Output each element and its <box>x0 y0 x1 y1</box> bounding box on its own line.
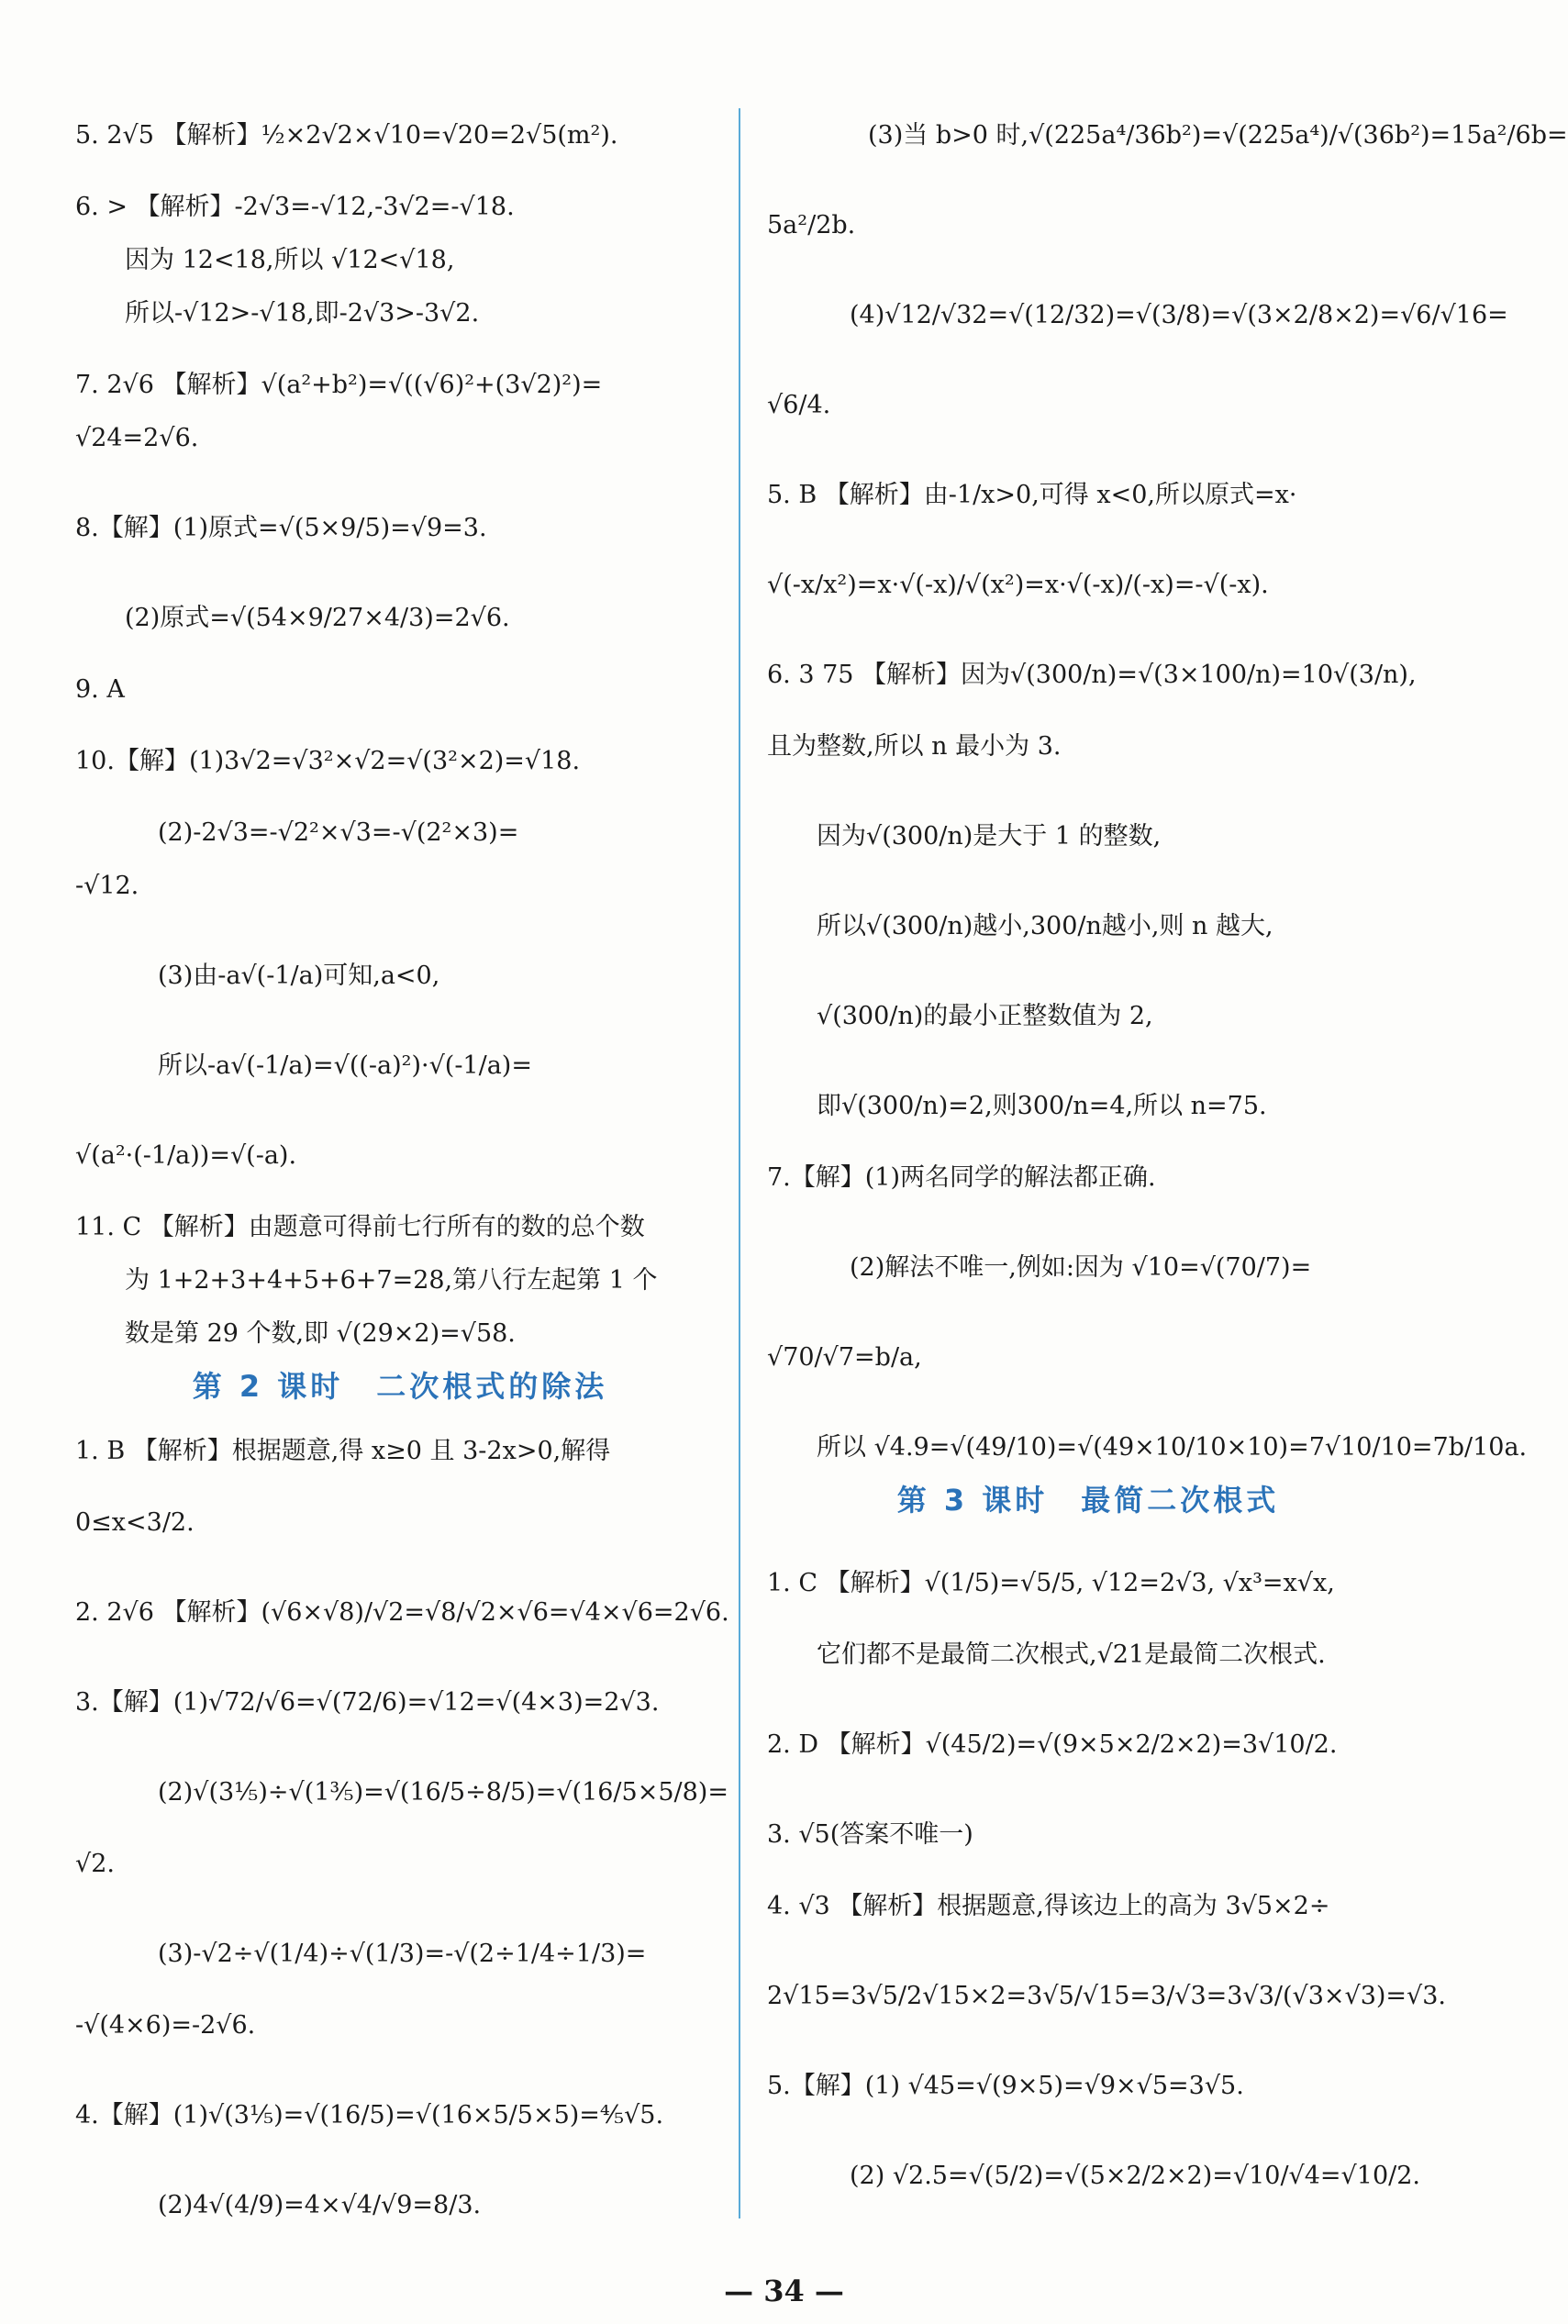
answer-line: √24=2√6. <box>75 424 199 452</box>
answer-line: -√12. <box>75 872 139 900</box>
line-spacer <box>767 1125 1409 1160</box>
answer-line: √(-x/x²)=x·√(-x)/√(x²)=x·√(-x)/(-x)=-√(-x). <box>767 571 1269 599</box>
answer-line: 为 1+2+3+4+5+6+7=28,第八行左起第 1 个 <box>125 1266 658 1295</box>
line-spacer <box>767 1925 1409 1978</box>
answer-line: (2)解法不唯一,例如:因为 √10=√(70/7)= <box>850 1253 1312 1282</box>
answer-line: (3)-√2÷√(1/4)÷√(1/3)=-√(2÷1/4÷1/3)= <box>158 1940 647 1968</box>
line-spacer <box>767 1763 1409 1817</box>
line-spacer <box>75 1721 725 1774</box>
answer-line: 5. 2√5 【解析】½×2√2×√10=√20=2√5(m²). <box>75 121 618 150</box>
answer-line: 因为√(300/n)是大于 1 的整数, <box>817 822 1162 851</box>
answer-line: 1. B 【解析】根据题意,得 x≥0 且 3-2x>0,解得 <box>75 1437 611 1465</box>
answer-line: 2. D 【解析】√(45/2)=√(9×5×2/2×2)=3√10/2. <box>767 1730 1338 1759</box>
answer-line: 因为 12<18,所以 √12<√18, <box>125 246 455 274</box>
line-spacer <box>75 637 725 672</box>
answer-line: 且为整数,所以 n 最小为 3. <box>767 732 1062 761</box>
line-spacer <box>75 1631 725 1685</box>
line-spacer <box>75 154 725 189</box>
answer-line: √(a²·(-1/a))=√(-a). <box>75 1141 297 1170</box>
line-spacer <box>767 1530 1409 1565</box>
line-spacer <box>767 514 1409 567</box>
line-spacer <box>75 279 725 295</box>
line-spacer <box>75 1541 725 1595</box>
line-spacer <box>75 1084 725 1138</box>
answer-line: 所以-a√(-1/a)=√((-a)²)·√(-1/a)= <box>158 1051 532 1080</box>
line-spacer <box>767 1853 1409 1888</box>
answer-line: 0≤x<3/2. <box>75 1508 195 1537</box>
line-spacer <box>767 154 1409 207</box>
line-spacer <box>767 101 1409 117</box>
answer-line: (2)4√(4/9)=4×√4/√9=8/3. <box>158 2191 482 2219</box>
line-spacer <box>767 424 1409 477</box>
column-divider <box>739 108 740 2218</box>
answer-line: 3.【解】(1)√72/√6=√(72/6)=√12=√(4×3)=2√3. <box>75 1688 660 1717</box>
answer-line: 它们都不是最简二次根式,√21是最简二次根式. <box>817 1640 1326 1669</box>
line-spacer <box>75 404 725 420</box>
line-spacer <box>767 334 1409 387</box>
answer-line: 所以√(300/n)越小,300/n越小,则 n 越大, <box>817 912 1273 940</box>
answer-line: (2)原式=√(54×9/27×4/3)=2√6. <box>125 604 510 632</box>
line-spacer <box>75 851 725 868</box>
line-spacer <box>75 1417 725 1433</box>
answer-line: √2. <box>75 1850 115 1878</box>
line-spacer <box>75 780 725 815</box>
answer-line: 9. A <box>75 675 125 704</box>
page-number: — 34 — <box>724 2274 844 2308</box>
answer-line: 5. B 【解析】由-1/x>0,可得 x<0,所以原式=x· <box>767 481 1297 509</box>
answer-line: 数是第 29 个数,即 √(29×2)=√58. <box>125 1319 516 1348</box>
answer-line: 即√(300/n)=2,则300/n=4,所以 n=75. <box>817 1092 1267 1120</box>
line-spacer <box>75 1246 725 1262</box>
line-spacer <box>75 226 725 242</box>
line-spacer <box>75 2044 725 2097</box>
line-spacer <box>767 2105 1409 2158</box>
line-spacer <box>75 332 725 367</box>
line-spacer <box>767 604 1409 657</box>
answer-line: 2√15=3√5/2√15×2=3√5/√15=3/√3=3√3/(√3×√3)=√3. <box>767 1982 1447 2010</box>
left-column <box>75 101 729 2224</box>
answer-line: -√(4×6)=-2√6. <box>75 2011 256 2040</box>
line-spacer <box>767 694 1409 728</box>
line-spacer <box>767 1286 1409 1340</box>
answer-line: 10.【解】(1)3√2=√3²×√2=√(3²×2)=√18. <box>75 747 581 775</box>
lesson-3-title: 第 3 课时 最简二次根式 <box>896 1483 1280 1518</box>
answer-line: (2)√(3⅕)÷√(1⅗)=√(16/5÷8/5)=√(16/5×5/8)= <box>158 1778 728 1807</box>
line-spacer <box>75 1883 725 1936</box>
line-spacer <box>75 1174 725 1209</box>
answer-line: 6. > 【解析】-2√3=-√12,-3√2=-√18. <box>75 193 515 221</box>
answer-line: 6. 3 75 【解析】因为√(300/n)=√(3×100/n)=10√(3/n), <box>767 661 1417 689</box>
answer-line: 2. 2√6 【解析】(√6×√8)/√2=√8/√2×√6=√4×√6=2√6. <box>75 1598 729 1627</box>
line-spacer <box>767 1035 1409 1088</box>
line-spacer <box>767 1602 1409 1637</box>
line-spacer <box>75 995 725 1048</box>
line-spacer <box>75 1811 725 1846</box>
answer-line: 4.【解】(1)√(3⅕)=√(16/5)=√(16×5/5×5)=⅘√5. <box>75 2101 664 2129</box>
line-spacer <box>767 244 1409 297</box>
lesson-2-title: 第 2 课时 二次根式的除法 <box>192 1369 608 1404</box>
answer-line: 8.【解】(1)原式=√(5×9/5)=√9=3. <box>75 514 487 542</box>
line-spacer <box>75 1973 725 2007</box>
line-spacer <box>75 1299 725 1316</box>
line-spacer <box>75 708 725 743</box>
line-spacer <box>75 905 725 958</box>
answer-line: 5a²/2b. <box>767 211 856 239</box>
answer-line: 1. C 【解析】√(1/5)=√5/5, √12=2√3, √x³=x√x, <box>767 1569 1335 1597</box>
line-spacer <box>767 1376 1409 1429</box>
right-column <box>767 101 1568 2195</box>
line-spacer <box>75 457 725 510</box>
line-spacer <box>75 2134 725 2187</box>
answer-line: 7.【解】(1)两名同学的解法都正确. <box>767 1163 1156 1192</box>
line-spacer <box>767 1196 1409 1250</box>
line-spacer <box>75 1470 725 1505</box>
answer-line: 11. C 【解析】由题意可得前七行所有的数的总个数 <box>75 1213 645 1241</box>
answer-line: (2) √2.5=√(5/2)=√(5×2/2×2)=√10/√4=√10/2. <box>850 2162 1420 2190</box>
line-spacer <box>767 765 1409 818</box>
line-spacer <box>767 1674 1409 1727</box>
answer-line: (4)√12/√32=√(12/32)=√(3/8)=√(3×2/8×2)=√6/√16= <box>850 301 1508 329</box>
answer-line: √(300/n)的最小正整数值为 2, <box>817 1002 1153 1030</box>
line-spacer <box>767 855 1409 908</box>
answer-line: (3)当 b>0 时,√(225a⁴/36b²)=√(225a⁴)/√(36b²)=15a²/6b= <box>868 121 1568 150</box>
answer-line: 5.【解】(1) √45=√(9×5)=√9×√5=3√5. <box>767 2072 1244 2100</box>
answer-line: 所以-√12>-√18,即-2√3>-3√2. <box>125 299 480 328</box>
line-spacer <box>767 2015 1409 2068</box>
answer-line: 4. √3 【解析】根据题意,得该边上的高为 3√5×2÷ <box>767 1892 1330 1920</box>
line-spacer <box>75 101 725 117</box>
line-spacer <box>767 945 1409 998</box>
answer-line: (3)由-a√(-1/a)可知,a<0, <box>158 962 440 990</box>
answer-line: 7. 2√6 【解析】√(a²+b²)=√((√6)²+(3√2)²)= <box>75 371 603 399</box>
answer-line: 3. √5(答案不唯一) <box>767 1820 973 1849</box>
answer-line: (2)-2√3=-√2²×√3=-√(2²×3)= <box>158 818 519 847</box>
line-spacer <box>75 547 725 600</box>
answer-line: √6/4. <box>767 391 831 419</box>
answer-line: 所以 √4.9=√(49/10)=√(49×10/10×10)=7√10/10=7b/10a. <box>817 1433 1528 1462</box>
answer-line: √70/√7=b/a, <box>767 1343 922 1372</box>
